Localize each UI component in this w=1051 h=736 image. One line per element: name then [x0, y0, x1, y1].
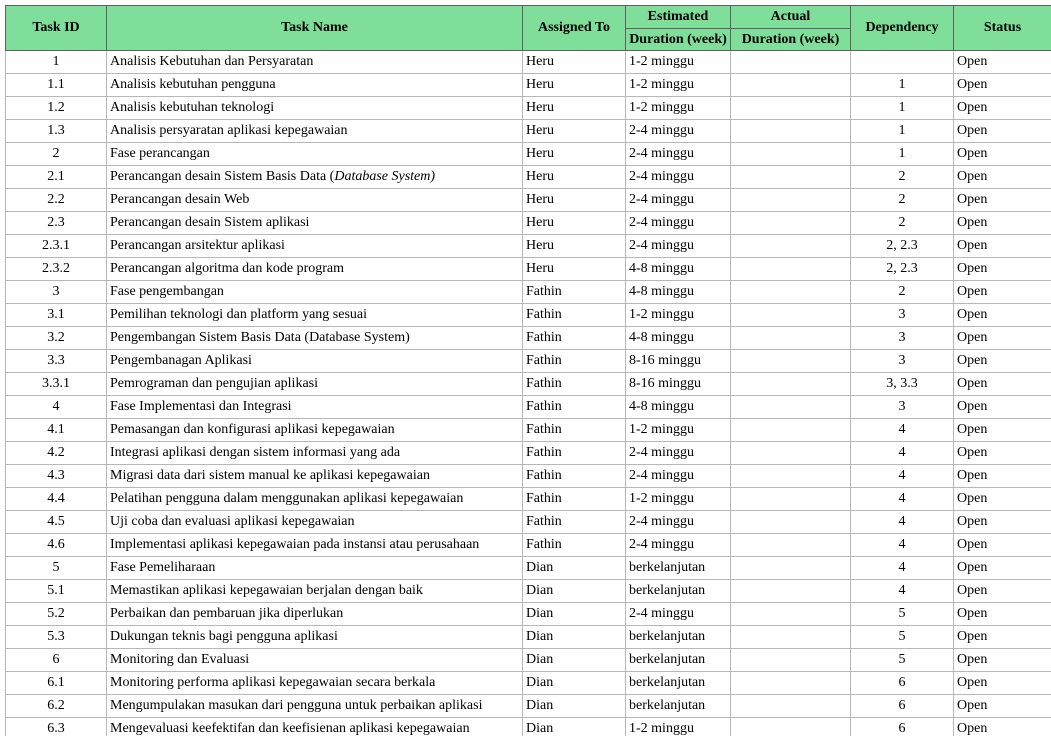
cell-estimated-duration[interactable]: 2-4 minggu: [626, 235, 731, 258]
cell-actual-duration[interactable]: [731, 649, 851, 672]
cell-task-id[interactable]: 3.3: [6, 350, 107, 373]
cell-task-name[interactable]: Pengembangan Sistem Basis Data (Database System): [107, 327, 523, 350]
cell-status[interactable]: Open: [954, 557, 1051, 580]
cell-task-id[interactable]: 6: [6, 649, 107, 672]
cell-assigned-to[interactable]: Dian: [523, 672, 626, 695]
cell-estimated-duration[interactable]: berkelanjutan: [626, 649, 731, 672]
cell-status[interactable]: Open: [954, 465, 1051, 488]
task-table: [5, 5, 1051, 736]
cell-actual-duration[interactable]: [731, 97, 851, 120]
cell-task-name[interactable]: Integrasi aplikasi dengan sistem informasi yang ada: [107, 442, 523, 465]
table-row: [6, 258, 1051, 281]
cell-actual-duration[interactable]: [731, 373, 851, 396]
cell-estimated-duration[interactable]: 1-2 minggu: [626, 488, 731, 511]
cell-task-id[interactable]: 1.3: [6, 120, 107, 143]
cell-task-id[interactable]: 4.3: [6, 465, 107, 488]
cell-task-name[interactable]: Perancangan algoritma dan kode program: [107, 258, 523, 281]
cell-status[interactable]: Open: [954, 281, 1051, 304]
cell-actual-duration[interactable]: [731, 672, 851, 695]
header-task-id[interactable]: Task ID: [6, 6, 107, 51]
cell-assigned-to[interactable]: Fathin: [523, 327, 626, 350]
cell-dependency[interactable]: 2, 2.3: [851, 258, 954, 281]
table-row: [6, 373, 1051, 396]
cell-task-id[interactable]: 5.1: [6, 580, 107, 603]
cell-assigned-to[interactable]: Fathin: [523, 304, 626, 327]
cell-task-id[interactable]: 1.2: [6, 97, 107, 120]
cell-status[interactable]: Open: [954, 120, 1051, 143]
cell-dependency[interactable]: 1: [851, 120, 954, 143]
cell-assigned-to[interactable]: Fathin: [523, 511, 626, 534]
table-row: [6, 396, 1051, 419]
task-name-italic-text: Database System): [334, 169, 436, 184]
cell-task-id[interactable]: 4.4: [6, 488, 107, 511]
cell-assigned-to[interactable]: Fathin: [523, 396, 626, 419]
cell-status[interactable]: Open: [954, 235, 1051, 258]
table-row: [6, 166, 1051, 189]
cell-actual-duration[interactable]: [731, 258, 851, 281]
cell-estimated-duration[interactable]: 2-4 minggu: [626, 189, 731, 212]
cell-task-name[interactable]: Perancangan arsitektur aplikasi: [107, 235, 523, 258]
table-row: [6, 120, 1051, 143]
cell-assigned-to[interactable]: Fathin: [523, 442, 626, 465]
cell-status[interactable]: Open: [954, 350, 1051, 373]
cell-task-name[interactable]: Perbaikan dan pembaruan jika diperlukan: [107, 603, 523, 626]
cell-task-id[interactable]: 4.6: [6, 534, 107, 557]
cell-task-name[interactable]: Dukungan teknis bagi pengguna aplikasi: [107, 626, 523, 649]
cell-estimated-duration[interactable]: 2-4 minggu: [626, 603, 731, 626]
cell-dependency[interactable]: 3: [851, 350, 954, 373]
table-header: [6, 6, 1051, 51]
cell-actual-duration[interactable]: [731, 120, 851, 143]
cell-estimated-duration[interactable]: berkelanjutan: [626, 580, 731, 603]
cell-dependency[interactable]: 3: [851, 304, 954, 327]
cell-estimated-duration[interactable]: 1-2 minggu: [626, 51, 731, 74]
cell-task-name[interactable]: Analisis kebutuhan pengguna: [107, 74, 523, 97]
cell-task-id[interactable]: 3.1: [6, 304, 107, 327]
cell-actual-duration[interactable]: [731, 327, 851, 350]
cell-task-name[interactable]: Uji coba dan evaluasi aplikasi kepegawaian: [107, 511, 523, 534]
cell-actual-duration[interactable]: [731, 166, 851, 189]
cell-dependency[interactable]: 4: [851, 465, 954, 488]
cell-task-name[interactable]: Pemilihan teknologi dan platform yang sesuai: [107, 304, 523, 327]
cell-estimated-duration[interactable]: 2-4 minggu: [626, 511, 731, 534]
cell-task-id[interactable]: 2: [6, 143, 107, 166]
cell-assigned-to[interactable]: Heru: [523, 235, 626, 258]
cell-estimated-duration[interactable]: 2-4 minggu: [626, 166, 731, 189]
table-row: [6, 603, 1051, 626]
cell-task-id[interactable]: 5: [6, 557, 107, 580]
cell-assigned-to[interactable]: Dian: [523, 557, 626, 580]
cell-dependency[interactable]: 6: [851, 695, 954, 718]
cell-task-name[interactable]: Perancangan desain Sistem aplikasi: [107, 212, 523, 235]
cell-status[interactable]: Open: [954, 718, 1051, 736]
cell-estimated-duration[interactable]: 2-4 minggu: [626, 465, 731, 488]
cell-actual-duration[interactable]: [731, 396, 851, 419]
cell-assigned-to[interactable]: Dian: [523, 649, 626, 672]
cell-task-name[interactable]: Implementasi aplikasi kepegawaian pada instansi atau perusahaan: [107, 534, 523, 557]
cell-status[interactable]: Open: [954, 97, 1051, 120]
cell-status[interactable]: Open: [954, 166, 1051, 189]
cell-task-name[interactable]: Perancangan desain Web: [107, 189, 523, 212]
cell-status[interactable]: Open: [954, 373, 1051, 396]
cell-estimated-duration[interactable]: 2-4 minggu: [626, 120, 731, 143]
cell-task-name[interactable]: Analisis persyaratan aplikasi kepegawaian: [107, 120, 523, 143]
table-row: [6, 51, 1051, 74]
cell-task-name[interactable]: Pemrograman dan pengujian aplikasi: [107, 373, 523, 396]
cell-dependency[interactable]: 2: [851, 166, 954, 189]
cell-estimated-duration[interactable]: berkelanjutan: [626, 557, 731, 580]
table-row: [6, 350, 1051, 373]
header-assigned-to[interactable]: Assigned To: [523, 6, 626, 51]
cell-assigned-to[interactable]: Heru: [523, 51, 626, 74]
cell-task-name[interactable]: Migrasi data dari sistem manual ke aplikasi kepegawaian: [107, 465, 523, 488]
cell-status[interactable]: Open: [954, 212, 1051, 235]
cell-status[interactable]: Open: [954, 258, 1051, 281]
cell-status[interactable]: Open: [954, 396, 1051, 419]
table-row: [6, 626, 1051, 649]
cell-task-id[interactable]: 3.2: [6, 327, 107, 350]
cell-task-name[interactable]: Mengumpulakan masukan dari pengguna untuk perbaikan aplikasi: [107, 695, 523, 718]
table-row: [6, 718, 1051, 736]
cell-assigned-to[interactable]: Fathin: [523, 419, 626, 442]
cell-task-name[interactable]: Fase pengembangan: [107, 281, 523, 304]
cell-assigned-to[interactable]: Heru: [523, 120, 626, 143]
table-body: [6, 51, 1051, 736]
table-row: [6, 235, 1051, 258]
cell-dependency[interactable]: 2: [851, 212, 954, 235]
cell-dependency[interactable]: 4: [851, 488, 954, 511]
cell-status[interactable]: Open: [954, 649, 1051, 672]
cell-status[interactable]: Open: [954, 419, 1051, 442]
cell-assigned-to[interactable]: Heru: [523, 166, 626, 189]
cell-task-id[interactable]: 5.2: [6, 603, 107, 626]
cell-dependency[interactable]: 5: [851, 649, 954, 672]
cell-actual-duration[interactable]: [731, 718, 851, 736]
table-row: [6, 143, 1051, 166]
cell-assigned-to[interactable]: Heru: [523, 189, 626, 212]
cell-assigned-to[interactable]: Fathin: [523, 488, 626, 511]
cell-task-name[interactable]: Pelatihan pengguna dalam menggunakan aplikasi kepegawaian: [107, 488, 523, 511]
cell-task-id[interactable]: 3: [6, 281, 107, 304]
cell-task-name[interactable]: Pemasangan dan konfigurasi aplikasi kepegawaian: [107, 419, 523, 442]
cell-status[interactable]: Open: [954, 695, 1051, 718]
cell-estimated-duration[interactable]: 1-2 minggu: [626, 419, 731, 442]
cell-task-name[interactable]: Fase Implementasi dan Integrasi: [107, 396, 523, 419]
cell-dependency[interactable]: 6: [851, 718, 954, 736]
cell-estimated-duration[interactable]: 4-8 minggu: [626, 281, 731, 304]
table-row: [6, 695, 1051, 718]
cell-assigned-to[interactable]: Dian: [523, 718, 626, 736]
cell-assigned-to[interactable]: Fathin: [523, 281, 626, 304]
cell-assigned-to[interactable]: Heru: [523, 212, 626, 235]
header-task-name[interactable]: Task Name: [107, 6, 523, 51]
cell-dependency[interactable]: 4: [851, 580, 954, 603]
cell-status[interactable]: Open: [954, 189, 1051, 212]
cell-estimated-duration[interactable]: 4-8 minggu: [626, 258, 731, 281]
cell-actual-duration[interactable]: [731, 603, 851, 626]
cell-assigned-to[interactable]: Dian: [523, 626, 626, 649]
cell-actual-duration[interactable]: [731, 465, 851, 488]
cell-task-id[interactable]: 1: [6, 51, 107, 74]
cell-actual-duration[interactable]: [731, 695, 851, 718]
cell-task-id[interactable]: 4.1: [6, 419, 107, 442]
cell-estimated-duration[interactable]: 4-8 minggu: [626, 396, 731, 419]
cell-estimated-duration[interactable]: 8-16 minggu: [626, 350, 731, 373]
cell-actual-duration[interactable]: [731, 235, 851, 258]
cell-dependency[interactable]: 1: [851, 74, 954, 97]
cell-assigned-to[interactable]: Dian: [523, 603, 626, 626]
cell-dependency[interactable]: 4: [851, 419, 954, 442]
header-actual[interactable]: Actual: [731, 6, 851, 29]
cell-task-id[interactable]: 6.1: [6, 672, 107, 695]
cell-actual-duration[interactable]: [731, 511, 851, 534]
cell-estimated-duration[interactable]: 8-16 minggu: [626, 373, 731, 396]
cell-status[interactable]: Open: [954, 143, 1051, 166]
cell-estimated-duration[interactable]: 2-4 minggu: [626, 143, 731, 166]
cell-dependency[interactable]: [851, 51, 954, 74]
cell-actual-duration[interactable]: [731, 143, 851, 166]
cell-assigned-to[interactable]: Fathin: [523, 373, 626, 396]
cell-dependency[interactable]: 2: [851, 189, 954, 212]
cell-estimated-duration[interactable]: 1-2 minggu: [626, 304, 731, 327]
cell-actual-duration[interactable]: [731, 488, 851, 511]
cell-task-name[interactable]: Analisis Kebutuhan dan Persyaratan: [107, 51, 523, 74]
cell-actual-duration[interactable]: [731, 189, 851, 212]
cell-actual-duration[interactable]: [731, 281, 851, 304]
cell-assigned-to[interactable]: Dian: [523, 580, 626, 603]
cell-dependency[interactable]: 3: [851, 327, 954, 350]
cell-actual-duration[interactable]: [731, 580, 851, 603]
cell-assigned-to[interactable]: Heru: [523, 97, 626, 120]
cell-assigned-to[interactable]: Dian: [523, 695, 626, 718]
header-status[interactable]: Status: [954, 6, 1051, 51]
cell-status[interactable]: Open: [954, 511, 1051, 534]
cell-estimated-duration[interactable]: 1-2 minggu: [626, 718, 731, 736]
cell-assigned-to[interactable]: Fathin: [523, 350, 626, 373]
cell-task-id[interactable]: 2.2: [6, 189, 107, 212]
cell-actual-duration[interactable]: [731, 557, 851, 580]
cell-dependency[interactable]: 1: [851, 97, 954, 120]
cell-status[interactable]: Open: [954, 672, 1051, 695]
cell-task-id[interactable]: 2.1: [6, 166, 107, 189]
cell-estimated-duration[interactable]: berkelanjutan: [626, 672, 731, 695]
cell-task-name[interactable]: Monitoring performa aplikasi kepegawaian secara berkala: [107, 672, 523, 695]
cell-task-name[interactable]: Mengevaluasi keefektifan dan keefisienan aplikasi kepegawaian: [107, 718, 523, 736]
cell-task-id[interactable]: 6.2: [6, 695, 107, 718]
table-row: [6, 212, 1051, 235]
cell-actual-duration[interactable]: [731, 442, 851, 465]
cell-assigned-to[interactable]: Fathin: [523, 465, 626, 488]
cell-estimated-duration[interactable]: 2-4 minggu: [626, 534, 731, 557]
cell-task-id[interactable]: 1.1: [6, 74, 107, 97]
cell-actual-duration[interactable]: [731, 74, 851, 97]
table-row: [6, 488, 1051, 511]
cell-status[interactable]: Open: [954, 603, 1051, 626]
header-estimated-duration[interactable]: Duration (week): [626, 28, 731, 51]
table-row: [6, 304, 1051, 327]
task-name-text: Perancangan desain Sistem Basis Data (: [110, 169, 335, 184]
cell-dependency[interactable]: 3: [851, 396, 954, 419]
header-actual-duration[interactable]: Duration (week): [731, 28, 851, 51]
cell-dependency[interactable]: 1: [851, 143, 954, 166]
table-row: [6, 442, 1051, 465]
header-estimated[interactable]: Estimated: [626, 6, 731, 29]
cell-dependency[interactable]: 3, 3.3: [851, 373, 954, 396]
cell-estimated-duration[interactable]: 1-2 minggu: [626, 97, 731, 120]
cell-task-id[interactable]: 4: [6, 396, 107, 419]
cell-dependency[interactable]: 4: [851, 557, 954, 580]
cell-status[interactable]: Open: [954, 580, 1051, 603]
cell-actual-duration[interactable]: [731, 51, 851, 74]
cell-estimated-duration[interactable]: 2-4 minggu: [626, 442, 731, 465]
cell-dependency[interactable]: 4: [851, 442, 954, 465]
table-row: [6, 465, 1051, 488]
cell-actual-duration[interactable]: [731, 212, 851, 235]
table-row: [6, 649, 1051, 672]
cell-task-name[interactable]: Pengembanagan Aplikasi: [107, 350, 523, 373]
header-dependency[interactable]: Dependency: [851, 6, 954, 51]
cell-status[interactable]: Open: [954, 74, 1051, 97]
cell-status[interactable]: Open: [954, 626, 1051, 649]
cell-estimated-duration[interactable]: 1-2 minggu: [626, 74, 731, 97]
cell-task-name[interactable]: [107, 166, 523, 189]
cell-task-id[interactable]: 4.5: [6, 511, 107, 534]
cell-actual-duration[interactable]: [731, 350, 851, 373]
cell-status[interactable]: Open: [954, 327, 1051, 350]
cell-dependency[interactable]: 2: [851, 281, 954, 304]
table-row: [6, 97, 1051, 120]
table-row: [6, 534, 1051, 557]
cell-task-id[interactable]: 2.3: [6, 212, 107, 235]
cell-estimated-duration[interactable]: berkelanjutan: [626, 695, 731, 718]
cell-task-id[interactable]: 5.3: [6, 626, 107, 649]
cell-estimated-duration[interactable]: 2-4 minggu: [626, 212, 731, 235]
cell-actual-duration[interactable]: [731, 626, 851, 649]
cell-task-id[interactable]: 4.2: [6, 442, 107, 465]
spreadsheet-view: [5, 5, 1051, 736]
cell-dependency[interactable]: 5: [851, 626, 954, 649]
cell-dependency[interactable]: 4: [851, 511, 954, 534]
cell-status[interactable]: Open: [954, 442, 1051, 465]
cell-actual-duration[interactable]: [731, 534, 851, 557]
cell-dependency[interactable]: 4: [851, 534, 954, 557]
table-row: [6, 419, 1051, 442]
cell-task-id[interactable]: 3.3.1: [6, 373, 107, 396]
cell-task-id[interactable]: 2.3.1: [6, 235, 107, 258]
cell-status[interactable]: Open: [954, 304, 1051, 327]
table-row: [6, 511, 1051, 534]
table-row: [6, 281, 1051, 304]
cell-actual-duration[interactable]: [731, 304, 851, 327]
cell-dependency[interactable]: 5: [851, 603, 954, 626]
cell-dependency[interactable]: 2, 2.3: [851, 235, 954, 258]
cell-assigned-to[interactable]: Heru: [523, 258, 626, 281]
cell-assigned-to[interactable]: Heru: [523, 74, 626, 97]
cell-status[interactable]: Open: [954, 51, 1051, 74]
table-row: [6, 327, 1051, 350]
cell-assigned-to[interactable]: Heru: [523, 143, 626, 166]
cell-task-id[interactable]: 2.3.2: [6, 258, 107, 281]
cell-estimated-duration[interactable]: berkelanjutan: [626, 626, 731, 649]
cell-dependency[interactable]: 6: [851, 672, 954, 695]
table-row: [6, 74, 1051, 97]
cell-task-name[interactable]: Analisis kebutuhan teknologi: [107, 97, 523, 120]
cell-task-name[interactable]: Monitoring dan Evaluasi: [107, 649, 523, 672]
cell-assigned-to[interactable]: Fathin: [523, 534, 626, 557]
cell-status[interactable]: Open: [954, 488, 1051, 511]
table-row: [6, 189, 1051, 212]
table-row: [6, 672, 1051, 695]
cell-actual-duration[interactable]: [731, 419, 851, 442]
table-row: [6, 557, 1051, 580]
cell-task-id[interactable]: 6.3: [6, 718, 107, 736]
cell-task-name[interactable]: Memastikan aplikasi kepegawaian berjalan dengan baik: [107, 580, 523, 603]
table-row: [6, 580, 1051, 603]
cell-task-name[interactable]: Fase Pemeliharaan: [107, 557, 523, 580]
cell-status[interactable]: Open: [954, 534, 1051, 557]
cell-estimated-duration[interactable]: 4-8 minggu: [626, 327, 731, 350]
cell-task-name[interactable]: Fase perancangan: [107, 143, 523, 166]
